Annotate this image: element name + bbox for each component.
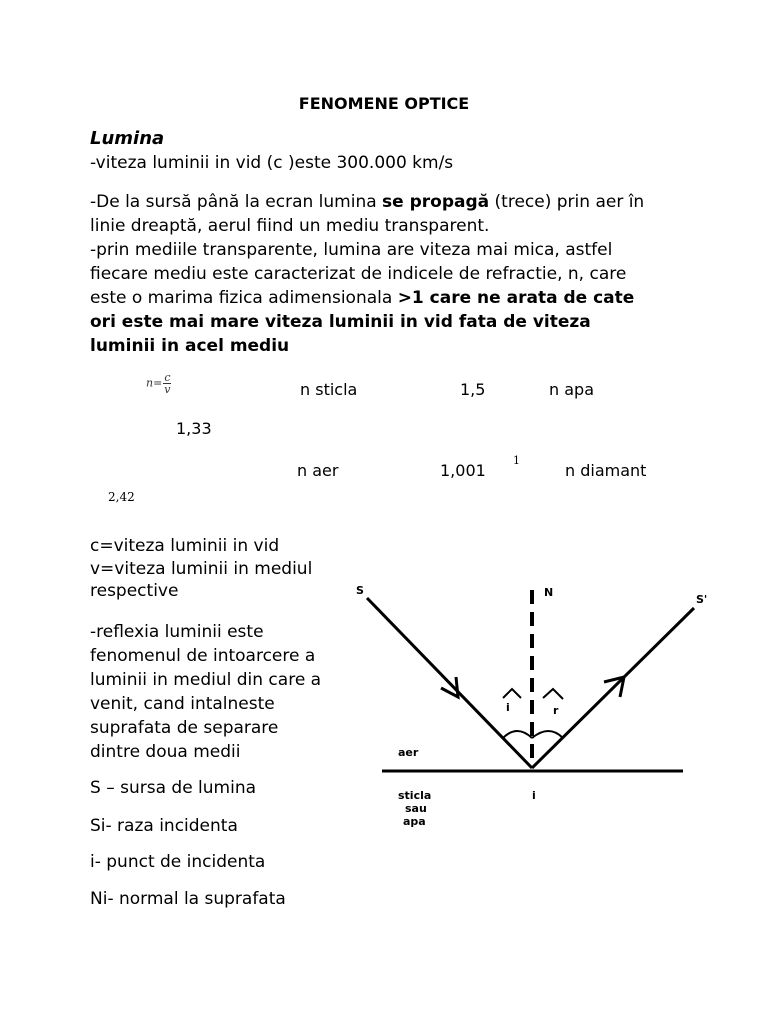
definition-v-line-1: v=viteza luminii in mediul: [90, 558, 313, 579]
formula-numerator: c: [164, 371, 171, 384]
label-point-i: i: [532, 789, 536, 802]
paragraph-line-2: linie dreaptă, aerul fiind un mediu transparent.: [90, 216, 490, 236]
text-run: este o marima fizica adimensionala: [90, 288, 398, 308]
index-value-aer: 1,001: [440, 461, 486, 480]
reflection-line: dintre doua medii: [90, 742, 241, 762]
index-value-sticla: 1,5: [460, 380, 486, 399]
text-run: -De la sursă până la ecran lumina: [90, 192, 383, 212]
footnote-marker: 1: [513, 454, 520, 467]
label-s-prime: S': [696, 593, 708, 606]
paragraph-line-3: -prin mediile transparente, lumina are viteza mai mica, astfel: [90, 240, 613, 260]
reflection-line: suprafata de separare: [90, 718, 279, 738]
bold-text-run: se propagă: [382, 192, 490, 212]
index-label-aer: n aer: [297, 461, 339, 480]
legend-ni: Ni- normal la suprafata: [90, 889, 286, 909]
label-medium-apa: apa: [403, 815, 426, 828]
formula-lhs: n=: [146, 376, 163, 390]
angle-i-hat-icon: [503, 689, 521, 698]
speed-of-light-line: -viteza luminii in vid (c )este 300.000 km/s: [90, 153, 454, 173]
label-medium-sau: sau: [405, 802, 427, 815]
paragraph-line-6: ori este mai mare viteza luminii in vid fata de viteza: [90, 312, 591, 332]
label-n: N: [544, 586, 554, 599]
reflection-line: -reflexia luminii este: [90, 622, 264, 642]
paragraph-line-4: fiecare mediu este caracterizat de indicele de refractie, n, care: [90, 264, 627, 284]
incident-ray: [367, 598, 532, 768]
definition-c: c=viteza luminii in vid: [90, 536, 280, 556]
label-s: S: [356, 584, 364, 597]
reflection-line: venit, cand intalneste: [90, 694, 275, 714]
reflection-line: fenomenul de intoarcere a: [90, 646, 316, 666]
definition-v-line-2: respective: [90, 581, 179, 601]
bold-text-run: >1 care ne arata de cate: [397, 288, 635, 308]
page-title: FENOMENE OPTICE: [298, 94, 470, 113]
label-aer: aer: [398, 746, 419, 759]
label-medium-sticla: sticla: [398, 789, 432, 802]
legend-i: i- punct de incidenta: [90, 852, 266, 872]
reflection-line: luminii in mediul din care a: [90, 670, 322, 690]
angle-r-hat-icon: [543, 689, 563, 699]
index-value-apa: 1,33: [176, 419, 212, 438]
index-label-sticla: n sticla: [300, 380, 358, 399]
formula-denominator: v: [164, 383, 171, 396]
legend-s: S – sursa de lumina: [90, 778, 257, 798]
legend-si: Si- raza incidenta: [90, 816, 238, 836]
index-value-diamant: 2,42: [108, 490, 135, 504]
incidence-angle-arc: [503, 731, 532, 738]
text-run: (trece) prin aer în: [489, 192, 645, 212]
reflection-angle-arc: [532, 731, 563, 738]
reflected-ray: [532, 608, 694, 768]
label-angle-r: r: [553, 704, 559, 717]
index-label-apa: n apa: [549, 380, 594, 399]
index-label-diamant: n diamant: [565, 461, 647, 480]
paragraph-line-7: luminii in acel mediu: [90, 336, 290, 356]
label-angle-i: i: [506, 701, 510, 714]
section-heading-lumina: Lumina: [90, 128, 165, 149]
